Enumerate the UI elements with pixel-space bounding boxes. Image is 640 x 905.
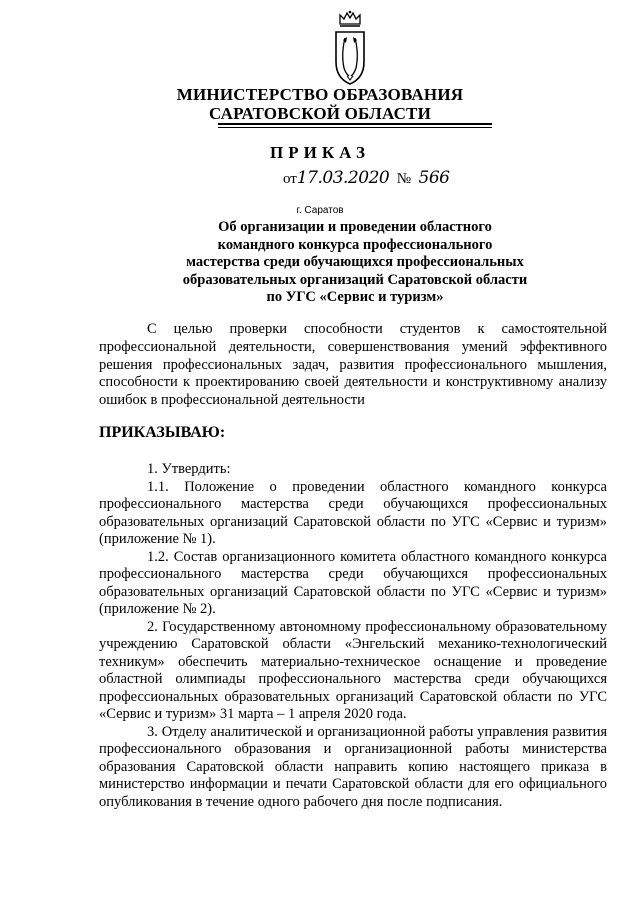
city-label: г. Саратов <box>296 205 344 216</box>
header-divider <box>218 123 492 125</box>
order-item: 1.2. Состав организационного комитета областного командного конкурса профессионального мастерства среди обучающихся профессиональных образовательных организаций Саратовской области по УГС «Сервис и туризм» (приложение № 2). <box>99 548 607 617</box>
date-prefix: от <box>283 171 297 187</box>
decree-heading: ПРИКАЗЫВАЮ: <box>99 424 226 441</box>
heading-line: мастерства среди обучающихся профессиональных <box>186 254 524 270</box>
order-date-number <box>283 168 449 188</box>
heading-line: образовательных организаций Саратовской области <box>182 271 528 288</box>
ministry-name-line-1: МИНИСТЕРСТВО ОБРАЗОВАНИЯ <box>176 85 464 104</box>
order-items <box>99 461 607 811</box>
order-item: 1. Утвердить: <box>147 461 231 477</box>
order-item: 3. Отделу аналитической и организационной работы управления развития профессионального образования и организационной работы министерства образования Саратовской области направить копию настоящего приказа в министерство информации и печати Саратовской области для его официального опубликования в течение одного рабочего дня после подписания. <box>99 723 607 810</box>
heading-line: по УГС «Сервис и туризм» <box>266 289 444 305</box>
handwritten-date: 17.03.2020 <box>296 168 390 188</box>
heading-line: командного конкурса профессионального <box>217 236 493 253</box>
coat-of-arms-icon <box>332 10 368 86</box>
order-heading <box>160 219 550 307</box>
intro-paragraph-block <box>99 321 607 410</box>
order-title: ПРИКАЗ <box>270 143 370 162</box>
handwritten-number: 566 <box>418 168 450 188</box>
order-item: 2. Государственному автономному профессиональному образовательному учреждению Саратовской области «Энгельский механико-технологический техникум» обеспечить материально-техническое оснащение и проведение областной олимпиады профессионального мастерства среди обучающихся профессиональных образовательных организаций Саратовской области по УГС «Сервис и туризм» 31 марта – 1 апреля 2020 года. <box>99 618 607 722</box>
number-label: № <box>396 171 412 187</box>
ministry-name-line-2: САРАТОВСКОЙ ОБЛАСТИ <box>208 104 432 123</box>
intro-paragraph: С целью проверки способности студентов к самостоятельной профессиональной деятельности, совершенствования умений эффективного решения профессиональных задач, развития профессионального мышления, способности к проектированию своей деятельности и конструктивному анализу ошибок в профессиональной деятельности <box>99 321 607 409</box>
heading-line: Об организации и проведении областного <box>218 219 492 235</box>
order-item: 1.1. Положение о проведении областного командного конкурса профессионального мастерства среди обучающихся профессиональных образовательных организаций Саратовской области по УГС «Сервис и туризм» (приложение № 1). <box>99 478 607 547</box>
header-divider-thin <box>218 127 492 128</box>
